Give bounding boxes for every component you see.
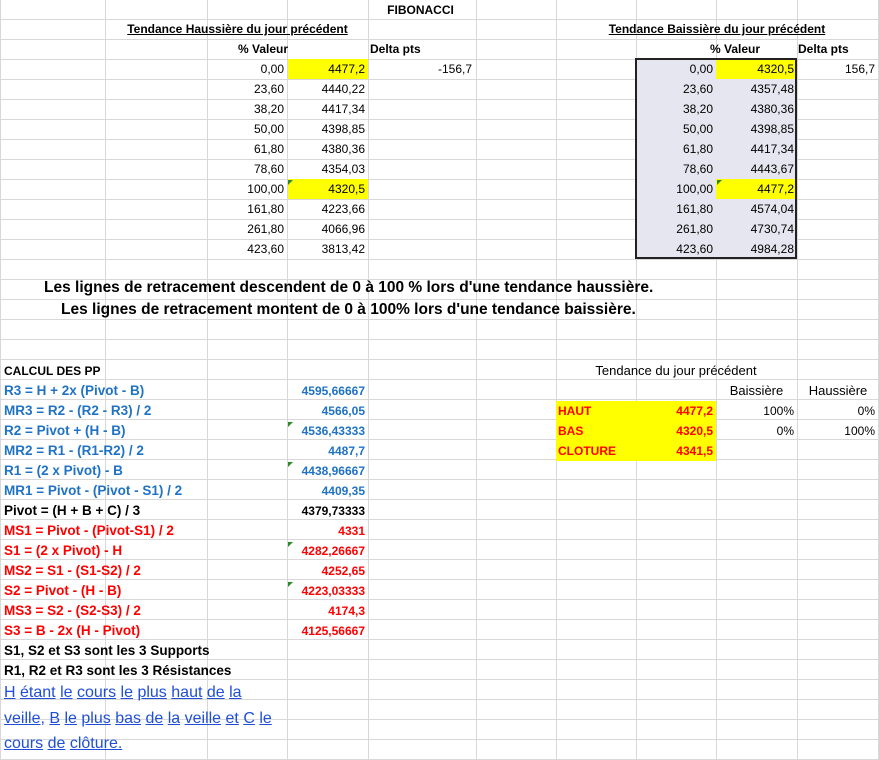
bear-value-cell[interactable]: 4417,34 bbox=[716, 139, 797, 159]
hyperlink-word[interactable]: clôture. bbox=[69, 735, 123, 752]
hyperlink-word[interactable]: cours bbox=[76, 684, 117, 701]
bear-value-cell[interactable]: 4398,85 bbox=[716, 119, 797, 139]
hyperlink-word[interactable]: C bbox=[243, 710, 255, 727]
bull-value-cell[interactable]: 4223,66 bbox=[321, 202, 365, 216]
trend-bear-pct-cell[interactable] bbox=[716, 441, 797, 461]
bull-pct-cell[interactable]: 23,60 bbox=[253, 82, 284, 96]
bear-value-cell[interactable]: 4477,2 bbox=[716, 179, 797, 199]
bull-col-pct: % Valeur bbox=[237, 42, 288, 56]
hyperlink-word[interactable]: plus bbox=[81, 710, 111, 727]
bull-value-cell[interactable]: 4320,5 bbox=[288, 179, 368, 199]
bull-value-cell[interactable]: 4354,03 bbox=[321, 162, 365, 176]
trend-col-bull: Haussière bbox=[808, 383, 868, 398]
trend-col-bear: Baissière bbox=[729, 383, 784, 398]
pp-formula-label[interactable]: MS2 = S1 - (S1-S2) / 2 bbox=[4, 563, 141, 578]
pp-formula-label[interactable]: R1 = (2 x Pivot) - B bbox=[4, 463, 123, 478]
hyperlink-word[interactable]: étant bbox=[20, 684, 56, 701]
bull-value-cell[interactable]: 3813,42 bbox=[321, 242, 365, 256]
hyperlink-word[interactable]: bas bbox=[115, 710, 141, 727]
trend-label-cell[interactable]: HAUT bbox=[556, 401, 636, 421]
note-bullish: Les lignes de retracement descendent de 0 à 100 % lors d'une tendance haussière. bbox=[44, 279, 654, 296]
pp-formula-label[interactable]: MS3 = S2 - (S2-S3) / 2 bbox=[4, 603, 141, 618]
pp-formula-value[interactable]: 4438,96667 bbox=[301, 464, 365, 478]
pp-formula-label[interactable]: S1 = (2 x Pivot) - H bbox=[4, 543, 123, 558]
bear-value-cell[interactable]: 4320,5 bbox=[716, 59, 797, 79]
hyperlink-word[interactable]: le bbox=[64, 710, 77, 727]
hyperlink-word[interactable]: de bbox=[145, 710, 164, 727]
comment-marker-icon bbox=[288, 422, 293, 427]
bull-value-cell[interactable]: 4477,2 bbox=[288, 59, 368, 79]
hyperlink-word[interactable]: la bbox=[167, 710, 181, 727]
grid-column-line bbox=[0, 0, 1, 760]
bull-value-cell[interactable]: 4417,34 bbox=[321, 102, 365, 116]
bear-value-cell[interactable]: 4357,48 bbox=[716, 79, 797, 99]
bull-pct-cell[interactable]: 61,80 bbox=[253, 142, 284, 156]
bear-heading: Tendance Baissière du jour précédent bbox=[608, 22, 826, 36]
pp-formula-value[interactable]: 4379,73333 bbox=[301, 504, 365, 518]
bear-pct-cell[interactable]: 0,00 bbox=[636, 59, 716, 79]
trend-bear-pct-cell[interactable]: 100% bbox=[763, 404, 794, 418]
bear-pct-cell[interactable]: 261,80 bbox=[636, 219, 716, 239]
bear-value-cell[interactable]: 4730,74 bbox=[716, 219, 797, 239]
pp-formula-label[interactable]: MR1 = Pivot - (Pivot - S1) / 2 bbox=[4, 483, 183, 498]
grid-row-line bbox=[0, 599, 879, 600]
bull-delta-value[interactable]: -156,7 bbox=[437, 62, 472, 76]
bear-value-cell[interactable]: 4984,28 bbox=[716, 239, 797, 259]
pp-formula-label[interactable]: R2 = Pivot + (H - B) bbox=[4, 423, 126, 438]
trend-label-cell[interactable]: CLOTURE bbox=[556, 441, 636, 461]
bull-heading: Tendance Haussière du jour précédent bbox=[127, 22, 348, 36]
hyperlink-word[interactable]: le bbox=[120, 684, 133, 701]
hyperlink-word[interactable]: le bbox=[60, 684, 73, 701]
bull-col-delta: Delta pts bbox=[370, 42, 421, 56]
comment-marker-icon bbox=[288, 542, 293, 547]
trend-value-cell[interactable]: 4320,5 bbox=[636, 421, 716, 441]
grid-row-line bbox=[0, 319, 879, 320]
bull-value-cell[interactable]: 4398,85 bbox=[321, 122, 365, 136]
bear-delta-value[interactable]: 156,7 bbox=[844, 62, 875, 76]
bull-pct-cell[interactable]: 161,80 bbox=[247, 202, 284, 216]
grid-column-line bbox=[368, 0, 369, 760]
hyperlink-word[interactable]: cours bbox=[4, 735, 44, 752]
pp-formula-value[interactable]: 4409,35 bbox=[321, 484, 365, 498]
trend-bull-pct-cell[interactable]: 0% bbox=[857, 404, 875, 418]
hyperlink-word[interactable]: veille bbox=[184, 710, 222, 727]
hyperlink-word[interactable]: H bbox=[4, 684, 16, 701]
comment-marker-icon bbox=[288, 462, 293, 467]
bull-pct-cell[interactable]: 100,00 bbox=[247, 182, 284, 196]
pp-formula-label[interactable]: MS1 = Pivot - (Pivot-S1) / 2 bbox=[4, 523, 174, 538]
pp-formula-value[interactable]: 4125,56667 bbox=[301, 624, 365, 638]
hyperlink-word[interactable]: le bbox=[259, 710, 272, 727]
bear-value-cell[interactable]: 4574,04 bbox=[716, 199, 797, 219]
trend-value-cell[interactable]: 4341,5 bbox=[636, 441, 716, 461]
bear-pct-cell[interactable]: 38,20 bbox=[636, 99, 716, 119]
hyperlink-word[interactable]: la bbox=[229, 684, 242, 701]
bull-pct-cell[interactable]: 78,60 bbox=[253, 162, 284, 176]
grid-row-line bbox=[0, 299, 879, 300]
pp-formula-value[interactable]: 4223,03333 bbox=[301, 584, 365, 598]
bear-value-cell[interactable]: 4380,36 bbox=[716, 99, 797, 119]
pp-formula-value[interactable]: 4331 bbox=[338, 524, 365, 538]
pp-formula-label[interactable]: S2 = Pivot - (H - B) bbox=[4, 583, 122, 598]
pp-formula-value[interactable]: 4252,65 bbox=[321, 564, 365, 578]
bear-pct-cell[interactable]: 23,60 bbox=[636, 79, 716, 99]
grid-row-line bbox=[0, 559, 879, 560]
note-bearish: Les lignes de retracement montent de 0 à 100% lors d'une tendance baissière. bbox=[61, 301, 636, 318]
hyperlink-word[interactable]: haut bbox=[171, 684, 203, 701]
hyperlink-word[interactable]: de bbox=[47, 735, 66, 752]
pp-heading: CALCUL DES PP bbox=[4, 364, 101, 378]
comment-marker-icon bbox=[288, 582, 293, 587]
trend-bull-pct-cell[interactable] bbox=[797, 441, 878, 461]
grid-row-line bbox=[0, 339, 879, 340]
grid-row-line bbox=[0, 259, 879, 260]
pp-formula-value[interactable]: 4282,26667 bbox=[301, 544, 365, 558]
hyperlink-word[interactable]: B bbox=[49, 710, 61, 727]
trend-bull-pct-cell[interactable]: 100% bbox=[844, 424, 875, 438]
pp-note-resistances: R1, R2 et R3 sont les 3 Résistances bbox=[4, 663, 232, 678]
page-title: FIBONACCI bbox=[387, 3, 454, 17]
bull-pct-cell[interactable]: 50,00 bbox=[253, 122, 284, 136]
grid-column-line bbox=[797, 0, 798, 760]
trend-label-cell[interactable]: BAS bbox=[556, 421, 636, 441]
bear-pct-cell[interactable]: 161,80 bbox=[636, 199, 716, 219]
pp-formula-label[interactable]: Pivot = (H + B + C) / 3 bbox=[4, 503, 141, 518]
pp-formula-label[interactable]: S3 = B - 2x (H - Pivot) bbox=[4, 623, 141, 638]
bear-col-delta: Delta pts bbox=[798, 42, 849, 56]
bull-value-cell[interactable]: 4440,22 bbox=[321, 82, 365, 96]
pp-formula-label[interactable]: R3 = H + 2x (Pivot - B) bbox=[4, 383, 145, 398]
pp-formula-label[interactable]: MR2 = R1 - (R1-R2) / 2 bbox=[4, 443, 144, 458]
pp-note-supports: S1, S2 et S3 sont les 3 Supports bbox=[4, 643, 210, 658]
grid-row-line bbox=[0, 739, 879, 740]
bear-pct-cell[interactable]: 100,00 bbox=[636, 179, 716, 199]
comment-marker-icon bbox=[288, 180, 293, 185]
pp-formula-value[interactable]: 4566,05 bbox=[321, 404, 365, 418]
bull-pct-cell[interactable]: 0,00 bbox=[260, 62, 284, 76]
pp-formula-label[interactable]: MR3 = R2 - (R2 - R3) / 2 bbox=[4, 403, 152, 418]
grid-column-line bbox=[476, 0, 477, 760]
hyperlink-line-2[interactable] bbox=[4, 710, 272, 728]
hyperlink-word[interactable]: et bbox=[225, 710, 239, 727]
grid-row-line bbox=[0, 359, 879, 360]
bear-pct-cell[interactable]: 423,60 bbox=[636, 239, 716, 259]
bear-pct-cell[interactable]: 50,00 bbox=[636, 119, 716, 139]
pp-formula-value[interactable]: 4536,43333 bbox=[301, 424, 365, 438]
trend-heading: Tendance du jour précédent bbox=[595, 363, 757, 378]
bull-pct-cell[interactable]: 261,80 bbox=[247, 222, 284, 236]
bear-col-pct: % Valeur bbox=[709, 42, 760, 56]
trend-bear-pct-cell[interactable]: 0% bbox=[776, 424, 794, 438]
bull-value-cell[interactable]: 4380,36 bbox=[321, 142, 365, 156]
bear-pct-cell[interactable]: 61,80 bbox=[636, 139, 716, 159]
trend-value-cell[interactable]: 4477,2 bbox=[636, 401, 716, 421]
bull-pct-cell[interactable]: 38,20 bbox=[253, 102, 284, 116]
bear-value-cell[interactable]: 4443,67 bbox=[716, 159, 797, 179]
pp-formula-value[interactable]: 4487,7 bbox=[328, 444, 365, 458]
hyperlink-word[interactable]: veille, bbox=[4, 710, 45, 727]
hyperlink-word[interactable]: de bbox=[206, 684, 225, 701]
bull-pct-cell[interactable]: 423,60 bbox=[247, 242, 284, 256]
grid-row-line bbox=[0, 479, 879, 480]
bear-selection-border bbox=[635, 58, 797, 259]
hyperlink-line-3[interactable] bbox=[4, 735, 122, 753]
hyperlink-line-1[interactable] bbox=[4, 684, 242, 702]
bear-pct-cell[interactable]: 78,60 bbox=[636, 159, 716, 179]
pp-formula-value[interactable]: 4174,3 bbox=[328, 604, 365, 618]
bull-value-cell[interactable]: 4066,96 bbox=[321, 222, 365, 236]
hyperlink-word[interactable]: plus bbox=[137, 684, 167, 701]
pp-formula-value[interactable]: 4595,66667 bbox=[301, 384, 365, 398]
